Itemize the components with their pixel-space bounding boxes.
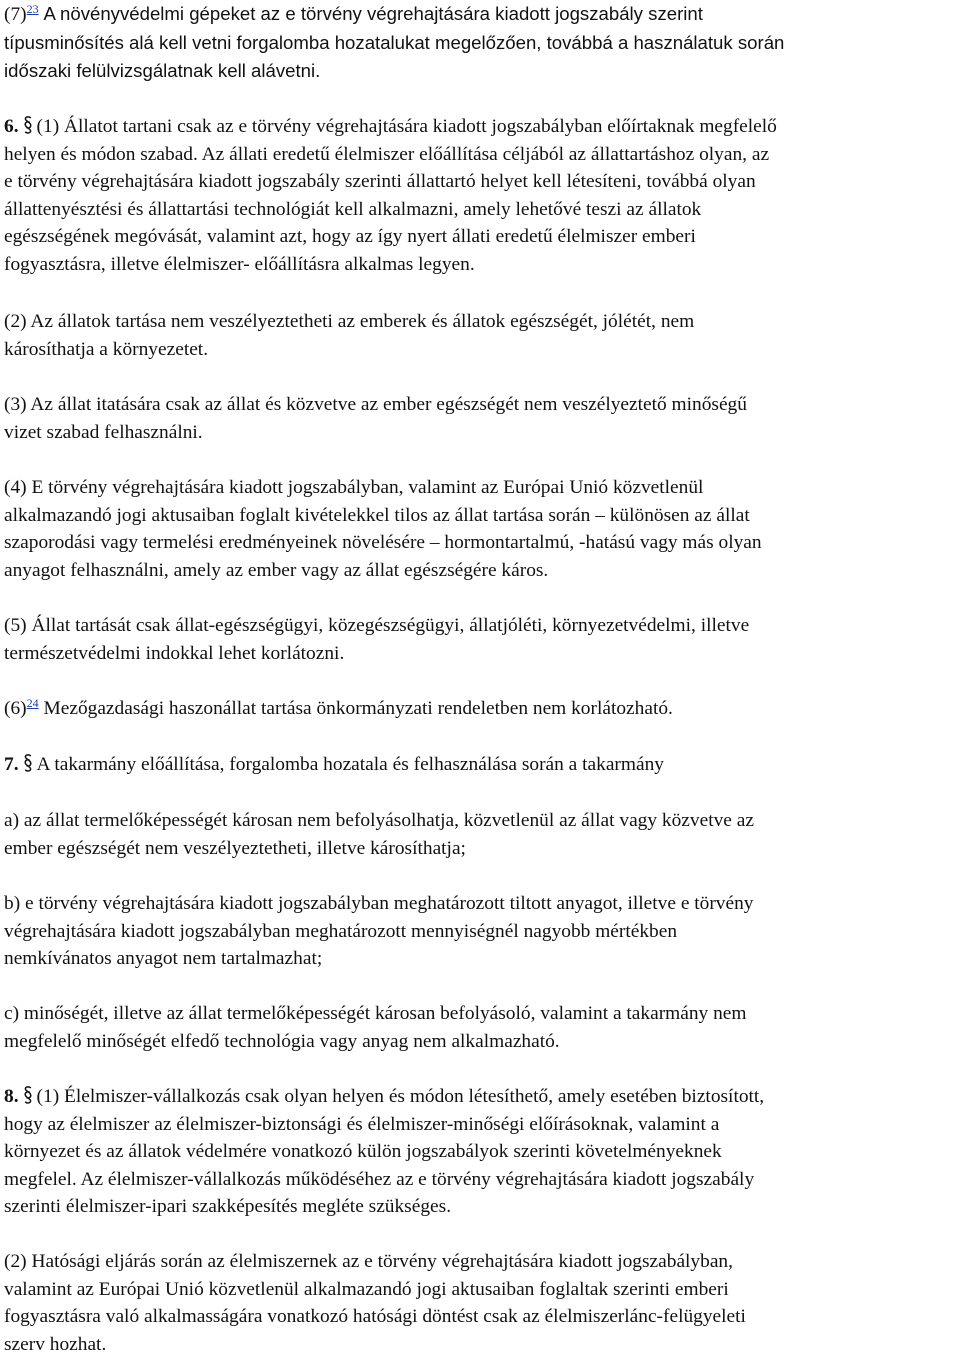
text-line: c) minőségét, illetve az állat termelőképességét károsan befolyásoló, valamint a takarmány nem (4, 1003, 747, 1024)
text-line: b) e törvény végrehajtására kiadott jogszabályban meghatározott tiltott anyagot, illetve e törvény (4, 893, 754, 914)
text-line: fogyasztásra, illetve élelmiszer- előállításra alkalmas legyen. (4, 253, 475, 275)
section-sign-icon (23, 1083, 33, 1111)
point-c (4, 1000, 959, 1055)
text-line: megfelel. (4, 1168, 77, 1190)
text-line: időszaki felülvizsgálatnak kell alávetni. (4, 60, 321, 82)
text-line: (2) Hatósági eljárás során az élelmiszernek az e törvény végrehajtására kiadott jogszabályban, (4, 1251, 733, 1272)
footnote-link-23[interactable]: 23 (26, 2, 39, 16)
text-line: károsíthatja a környezetet. (4, 338, 209, 360)
text-line: (1) Élelmiszer-vállalkozás csak olyan helyen és módon létesíthető, amely esetében biztosított, (36, 1086, 765, 1107)
paragraph-6-6 (4, 695, 959, 723)
paragraph-6-3 (4, 391, 959, 446)
section-number: 8. (4, 1086, 19, 1107)
text-line: valamint az Európai Unió közvetlenül alkalmazandó jogi aktusaiban foglaltak szerinti emberi (4, 1278, 729, 1300)
section-number: 7. (4, 754, 19, 775)
paragraph-number: (7) (4, 4, 27, 25)
point-a (4, 807, 959, 862)
text-line: (5) Állat tartását csak állat-egészségügyi, közegészségügyi, állatjóléti, környezetvédelmi, illetve (4, 615, 750, 636)
footnote-link-24[interactable]: 24 (26, 696, 39, 710)
paragraph-number: (6) (4, 698, 27, 719)
text-line: végrehajtására kiadott jogszabályban meghatározott mennyiségnél nagyobb mértékben (4, 920, 678, 942)
text-line: vizet szabad felhasználni. (4, 421, 203, 443)
section-8 (4, 1083, 959, 1221)
text-line: megfelelő minőségét elfedő technológia vagy anyag nem alkalmazható. (4, 1030, 560, 1052)
text-line: szerv hozhat. (4, 1333, 107, 1355)
section-number: 6. (4, 116, 19, 137)
text-line: Az élelmiszer-vállalkozás működéséhez az e törvény végrehajtására kiadott jogszabály (80, 1168, 755, 1190)
text-line: A növényvédelmi gépeket az e törvény végrehajtására kiadott jogszabály szerint (43, 3, 703, 24)
text-line: a) az állat termelőképességét károsan nem befolyásolhatja, közvetlenül az állat vagy közvetve az (4, 810, 754, 831)
text-line: e törvény végrehajtására kiadott jogszabály szerinti állattartó helyet kell létesíteni, továbbá olyan (4, 171, 756, 193)
text-line: Mezőgazdasági haszonállat tartása önkormányzati rendeletben nem korlátozható. (43, 698, 673, 719)
text-line: természetvédelmi indokkal lehet korlátozni. (4, 642, 345, 664)
text-line: egészségének megóvását, valamint azt, hogy az így nyert állati eredetű élelmiszer emberi (4, 226, 696, 248)
text-line: ember egészségét nem veszélyeztetheti, illetve károsíthatja; (4, 837, 466, 859)
text-line: (3) Az állat itatására csak az állat és közvetve az ember egészségét nem veszélyeztető minőségű (4, 394, 747, 415)
text-line: típusminősítés alá kell vetni forgalomba hozatalukat megelőzően, továbbá a használatuk során (4, 31, 785, 53)
paragraph-8-2 (4, 1248, 959, 1358)
text-line: környezet és az állatok védelmére vonatkozó külön jogszabályok szerinti követelményeknek (4, 1141, 722, 1163)
text-line: (1) Állatot tartani csak az e törvény végrehajtására kiadott jogszabályban előírtaknak megfelelő (36, 116, 777, 137)
text-line: szaporodási vagy termelési eredményeinek növelésére – hormontartalmú, -hatású vagy más olyan (4, 532, 762, 554)
text-line: anyagot felhasználni, amely az ember vagy az állat egészségére káros. (4, 559, 549, 581)
section-sign-icon (23, 751, 33, 779)
text-line: hogy az élelmiszer az élelmiszer-biztonsági és élelmiszer-minőségi előírásoknak, valamint a (4, 1113, 720, 1135)
paragraph-6-5 (4, 612, 959, 667)
point-b (4, 890, 959, 973)
text-line: Az állati eredetű élelmiszer előállítása céljából az állattartáshoz olyan, az (201, 143, 770, 165)
text-line: nemkívánatos anyagot nem tartalmazhat; (4, 948, 323, 970)
text-line: fogyasztásra való alkalmasságára vonatkozó hatósági döntést csak az élelmiszerlánc-felügyeleti (4, 1306, 746, 1328)
paragraph-6-2 (4, 308, 959, 363)
paragraph-7 (4, 0, 959, 86)
section-7 (4, 751, 959, 779)
section-6 (4, 113, 959, 279)
text-line: (2) Az állatok tartása nem veszélyeztetheti az emberek és állatok egészségét, jólétét, nem (4, 311, 695, 332)
text-line: alkalmazandó jogi aktusaiban foglalt kivételekkel tilos az állat tartása során – különösen az állat (4, 504, 750, 526)
text-line: helyen és módon szabad. (4, 143, 198, 165)
paragraph-6-4 (4, 474, 959, 584)
text-line: A takarmány előállítása, forgalomba hozatala és felhasználása során a takarmány (36, 754, 664, 775)
text-line: állattenyésztési és állattartási technológiát kell alkalmazni, amely lehetővé teszi az állatok (4, 198, 702, 220)
text-line: (4) E törvény végrehajtására kiadott jogszabályban, valamint az Európai Unió közvetlenül (4, 477, 704, 498)
text-line: szerinti élelmiszer-ipari szakképesítés megléte szükséges. (4, 1196, 452, 1218)
section-sign-icon (23, 113, 33, 141)
